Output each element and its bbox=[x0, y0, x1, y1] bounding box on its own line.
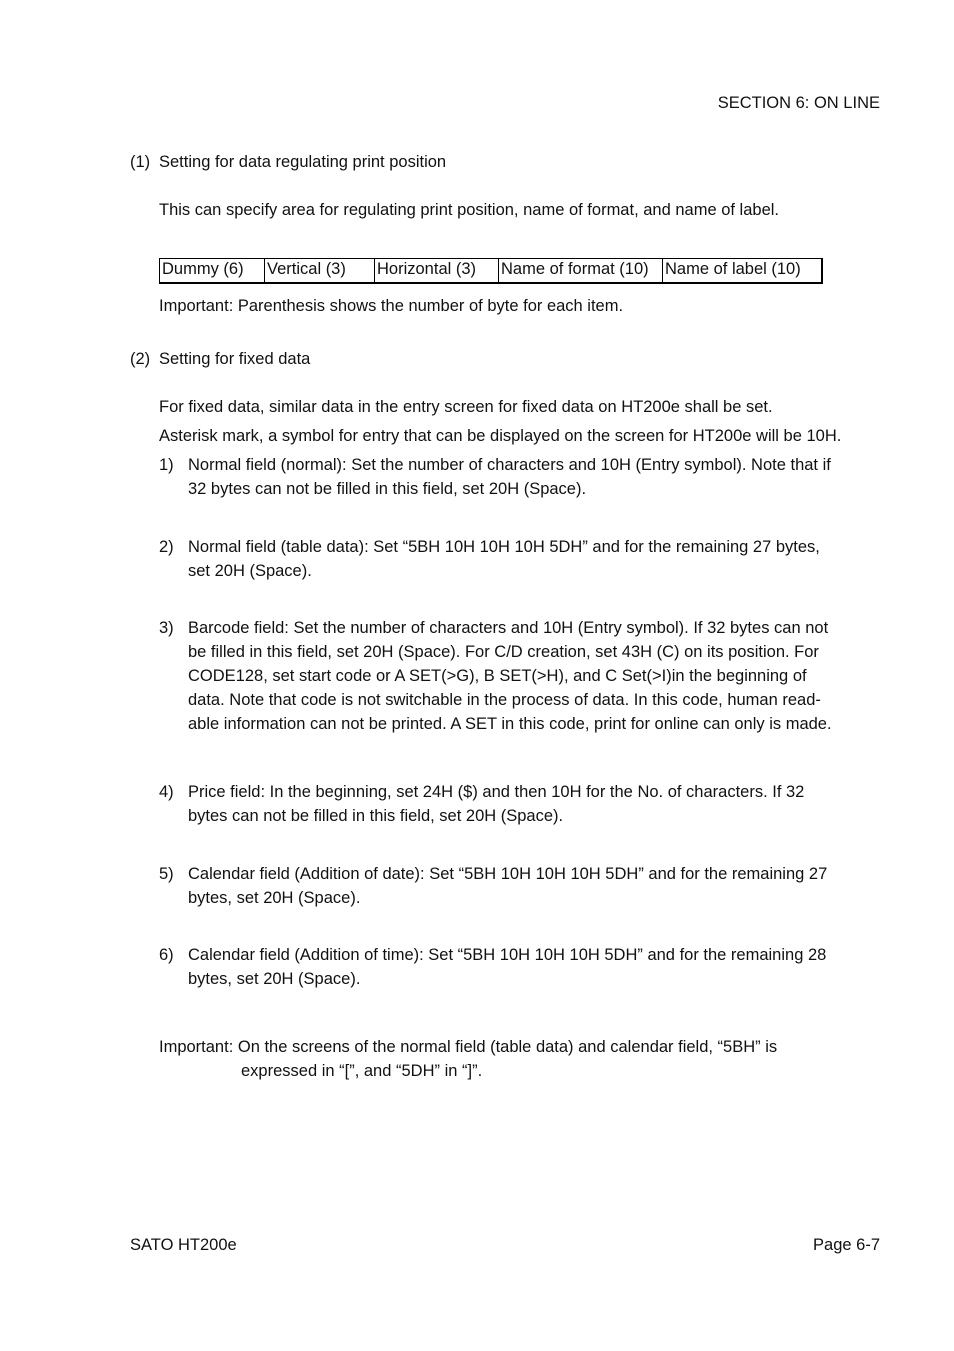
list-item-number: 4) bbox=[159, 783, 174, 801]
list-item-line: Calendar field (Addition of date): Set “5BH 10H 10H 10H 5DH” and for the remaining 27 bbox=[188, 865, 828, 883]
list-item-number: 5) bbox=[159, 865, 174, 883]
section-2-intro-1: For fixed data, similar data in the entry screen for fixed data on HT200e shall be set. bbox=[159, 398, 773, 416]
section-2-number: (2) bbox=[130, 350, 151, 368]
format-cell-vertical: Vertical (3) bbox=[265, 259, 375, 282]
list-item-line: CODE128, set start code or A SET(>G), B SET(>H), and C Set(>I)in the beginning of bbox=[188, 667, 807, 685]
format-cell-dummy: Dummy (6) bbox=[160, 259, 265, 282]
section-1-number: (1) bbox=[130, 153, 151, 171]
list-item-line: 32 bytes can not be filled in this field, set 20H (Space). bbox=[188, 480, 587, 498]
format-cell-horizontal: Horizontal (3) bbox=[375, 259, 499, 282]
section-2-important-note-continued: expressed in “[”, and “5DH” in “]”. bbox=[241, 1062, 483, 1080]
page-header-section: SECTION 6: ON LINE bbox=[717, 94, 880, 112]
list-item-line: be filled in this field, set 20H (Space). For C/D creation, set 43H (C) on its position. For bbox=[188, 643, 819, 661]
list-item-text bbox=[188, 943, 888, 991]
section-2-intro-2: Asterisk mark, a symbol for entry that can be displayed on the screen for HT200e will be 10H. bbox=[159, 427, 842, 445]
list-item-line: bytes, set 20H (Space). bbox=[188, 970, 361, 988]
section-2-title: Setting for fixed data bbox=[159, 350, 311, 368]
list-item-text bbox=[188, 535, 888, 583]
list-item-number: 6) bbox=[159, 946, 174, 964]
list-item-line: Normal field (normal): Set the number of characters and 10H (Entry symbol). Note that if bbox=[188, 456, 831, 474]
list-item-line: data. Note that code is not switchable in the process of data. In this code, human read- bbox=[188, 691, 821, 709]
list-item-line: Price field: In the beginning, set 24H ($) and then 10H for the No. of characters. If 32 bbox=[188, 783, 805, 801]
list-item-text bbox=[188, 453, 888, 501]
list-item-line: able information can not be printed. A SET in this code, print for online can only is made. bbox=[188, 715, 832, 733]
list-item-line: Calendar field (Addition of time): Set “5BH 10H 10H 10H 5DH” and for the remaining 28 bbox=[188, 946, 827, 964]
list-item-number: 2) bbox=[159, 538, 174, 556]
format-cell-name-of-format: Name of format (10) bbox=[499, 259, 663, 282]
section-1-title: Setting for data regulating print position bbox=[159, 153, 447, 171]
list-item-number: 1) bbox=[159, 456, 174, 474]
section-2-important-note: Important: On the screens of the normal field (table data) and calendar field, “5BH” is bbox=[159, 1038, 778, 1056]
format-cell-name-of-label: Name of label (10) bbox=[665, 260, 801, 278]
section-1-description: This can specify area for regulating print position, name of format, and name of label. bbox=[159, 201, 779, 219]
list-item-text bbox=[188, 616, 888, 736]
footer-product-name: SATO HT200e bbox=[130, 1236, 237, 1254]
list-item-line: Normal field (table data): Set “5BH 10H 10H 10H 5DH” and for the remaining 27 bytes, bbox=[188, 538, 820, 556]
list-item-line: Barcode field: Set the number of characters and 10H (Entry symbol). If 32 bytes can not bbox=[188, 619, 829, 637]
list-item-line: set 20H (Space). bbox=[188, 562, 312, 580]
list-item-line: bytes, set 20H (Space). bbox=[188, 889, 361, 907]
footer-page-number: Page 6-7 bbox=[813, 1236, 880, 1254]
list-item-line: bytes can not be filled in this field, set 20H (Space). bbox=[188, 807, 564, 825]
format-table bbox=[159, 258, 823, 284]
list-item-text bbox=[188, 862, 888, 910]
list-item-number: 3) bbox=[159, 619, 174, 637]
list-item-text bbox=[188, 780, 888, 828]
section-1-important-note: Important: Parenthesis shows the number of byte for each item. bbox=[159, 297, 624, 315]
